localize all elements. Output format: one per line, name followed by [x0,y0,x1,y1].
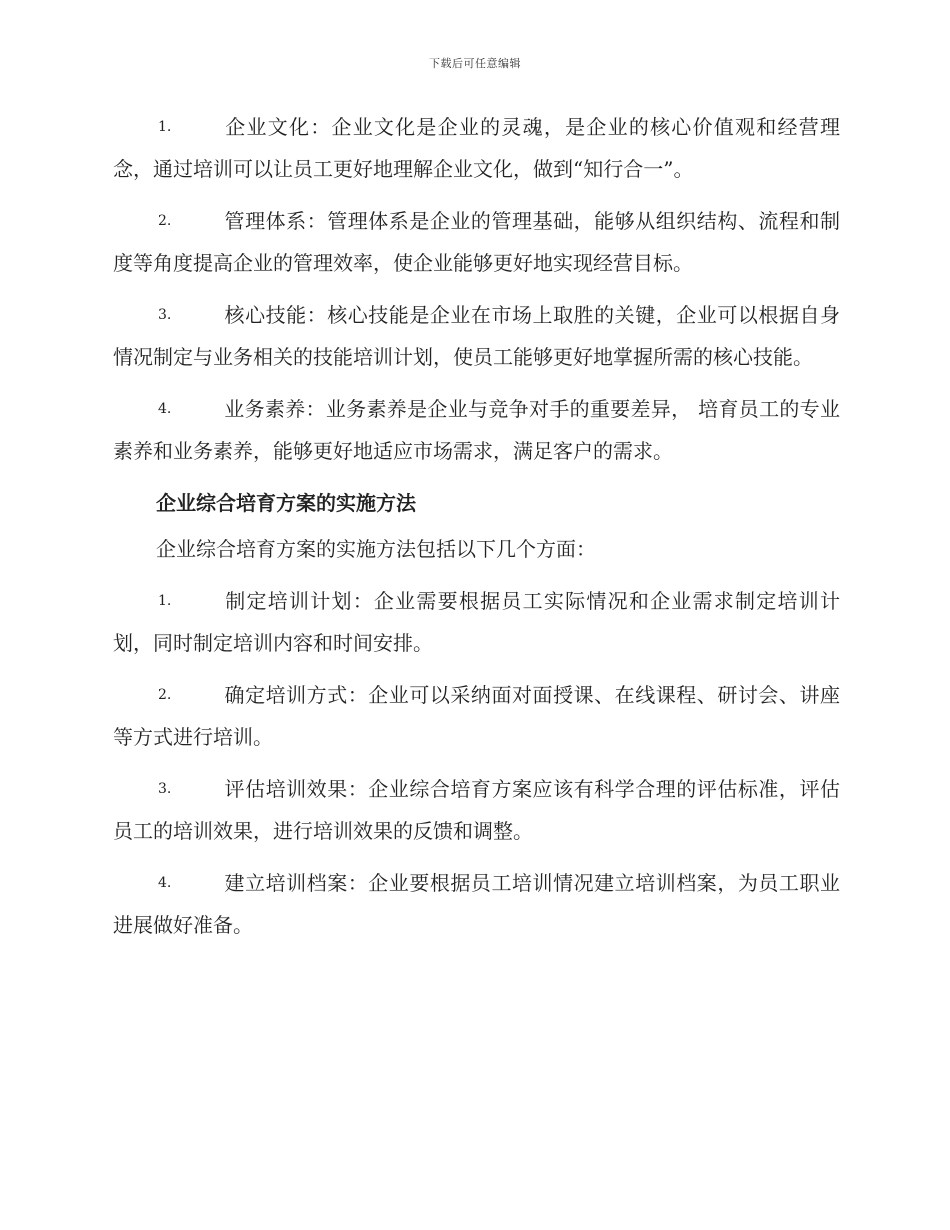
list-item [113,580,840,664]
list-number: 1. [158,119,172,135]
list-item [113,862,840,946]
list-item-text: 评估培训效果：企业综合培育方案应该有科学合理的评估标准，评估员工的培训效果，进行培训效果的反馈和调整。 [113,777,840,843]
list-number: 2. [158,213,172,229]
list-number: 3. [158,781,172,797]
list-item-text: 制定培训计划：企业需要根据员工实际情况和企业需求制定培训计划，同时制定培训内容和时间安排。 [113,589,840,655]
list-number: 2. [158,687,172,703]
core-content-list [113,106,840,472]
list-item [113,674,840,758]
list-item-text: 建立培训档案：企业要根据员工培训情况建立培训档案，为员工职业进展做好准备。 [113,871,840,937]
list-item [113,768,840,852]
list-item-text: 核心技能：核心技能是企业在市场上取胜的关键，企业可以根据自身情况制定与业务相关的技能培训计划，使员工能够更好地掌握所需的核心技能。 [113,303,840,369]
list-number: 4. [158,875,172,891]
list-item-text: 确定培训方式：企业可以采纳面对面授课、在线课程、研讨会、讲座等方式进行培训。 [113,683,840,749]
section-heading: 企业综合培育方案的实施方法 [156,491,416,515]
list-item-text: 企业文化：企业文化是企业的灵魂，是企业的核心价值观和经营理念，通过培训可以让员工更好地理解企业文化，做到“知行合一”。 [113,115,840,181]
list-item-text: 管理体系：管理体系是企业的管理基础，能够从组织结构、流程和制度等角度提高企业的管理效率，使企业能够更好地实现经营目标。 [113,209,840,275]
list-item [113,200,840,284]
document-body [113,106,840,956]
list-number: 4. [158,401,172,417]
list-number: 3. [158,307,172,323]
implementation-method-list [113,580,840,946]
page-header: 下载后可任意编辑 [429,57,521,70]
list-item [113,106,840,190]
list-item-text: 业务素养：业务素养是企业与竞争对手的重要差异， 培育员工的专业素养和业务素养，能够更好地适应市场需求，满足客户的需求。 [113,397,840,463]
section-intro: 企业综合培育方案的实施方法包括以下几个方面： [156,537,596,561]
list-item [113,294,840,378]
list-number: 1. [158,593,172,609]
list-item [113,388,840,472]
